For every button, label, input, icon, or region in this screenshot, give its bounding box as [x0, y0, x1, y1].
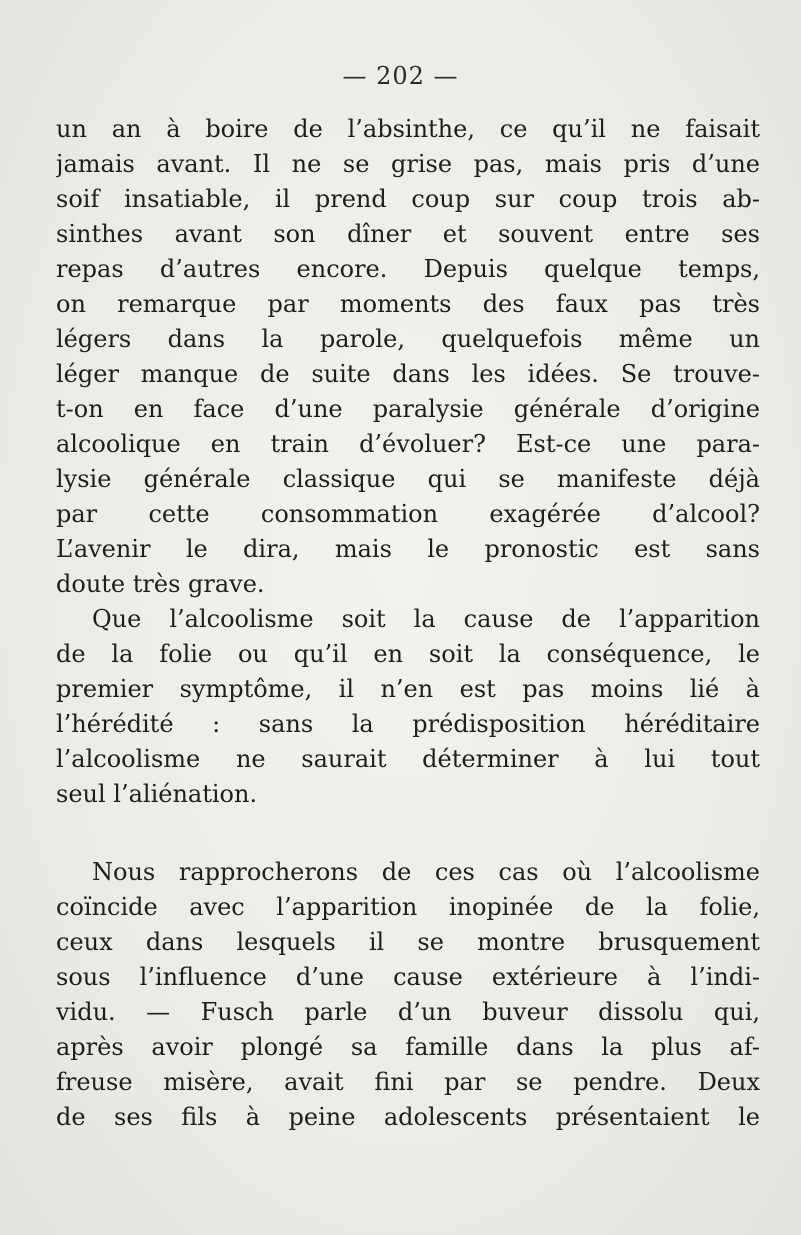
text-line: ceux dans lesquels il se montre brusquement: [56, 928, 760, 956]
page-number: — 202 —: [342, 62, 459, 90]
text-line: de ses fils à peine adolescents présentaient le: [56, 1103, 760, 1131]
text-block-lower: [56, 855, 760, 1135]
text-line: sinthes avant son dîner et souvent entre ses: [56, 220, 760, 248]
paragraph-1: [56, 112, 760, 602]
text-line: léger manque de suite dans les idées. Se trouve-: [56, 360, 760, 388]
text-line: lysie générale classique qui se manifeste déjà: [56, 465, 760, 493]
text-line: premier symptôme, il n’en est pas moins lié à: [56, 675, 760, 703]
text-line: L’avenir le dira, mais le pronostic est sans: [56, 535, 760, 563]
text-line: Que l’alcoolisme soit la cause de l’apparition: [92, 605, 760, 633]
text-line: on remarque par moments des faux pas très: [56, 290, 760, 318]
text-line: vidu. — Fusch parle d’un buveur dissolu qui,: [56, 998, 760, 1026]
text-line: seul l’aliénation.: [56, 780, 258, 808]
text-block-upper: [56, 112, 760, 812]
text-line: soif insatiable, il prend coup sur coup trois ab-: [56, 185, 760, 213]
text-line: Nous rapprocherons de ces cas où l’alcoolisme: [92, 858, 760, 886]
text-line: doute très grave.: [56, 570, 265, 598]
text-line: de la folie ou qu’il en soit la conséquence, le: [56, 640, 760, 668]
text-line: un an à boire de l’absinthe, ce qu’il ne faisait: [56, 115, 760, 143]
text-line: freuse misère, avait fini par se pendre. Deux: [56, 1068, 760, 1096]
text-line: sous l’influence d’une cause extérieure à l’indi-: [56, 963, 760, 991]
text-line: par cette consommation exagérée d’alcool?: [56, 500, 760, 528]
text-line: légers dans la parole, quelquefois même un: [56, 325, 760, 353]
text-line: coïncide avec l’apparition inopinée de la folie,: [56, 893, 760, 921]
text-line: après avoir plongé sa famille dans la plus af-: [56, 1033, 760, 1061]
text-line: l’alcoolisme ne saurait déterminer à lui tout: [56, 745, 760, 773]
paragraph-2: [56, 602, 760, 812]
paragraph-3: [56, 855, 760, 1135]
text-line: t-on en face d’une paralysie générale d’origine: [56, 395, 760, 423]
text-line: jamais avant. Il ne se grise pas, mais pris d’une: [56, 150, 760, 178]
text-line: repas d’autres encore. Depuis quelque temps,: [56, 255, 760, 283]
text-line: l’hérédité : sans la prédisposition héréditaire: [56, 710, 760, 738]
text-line: alcoolique en train d’évoluer? Est-ce une para-: [56, 430, 760, 458]
